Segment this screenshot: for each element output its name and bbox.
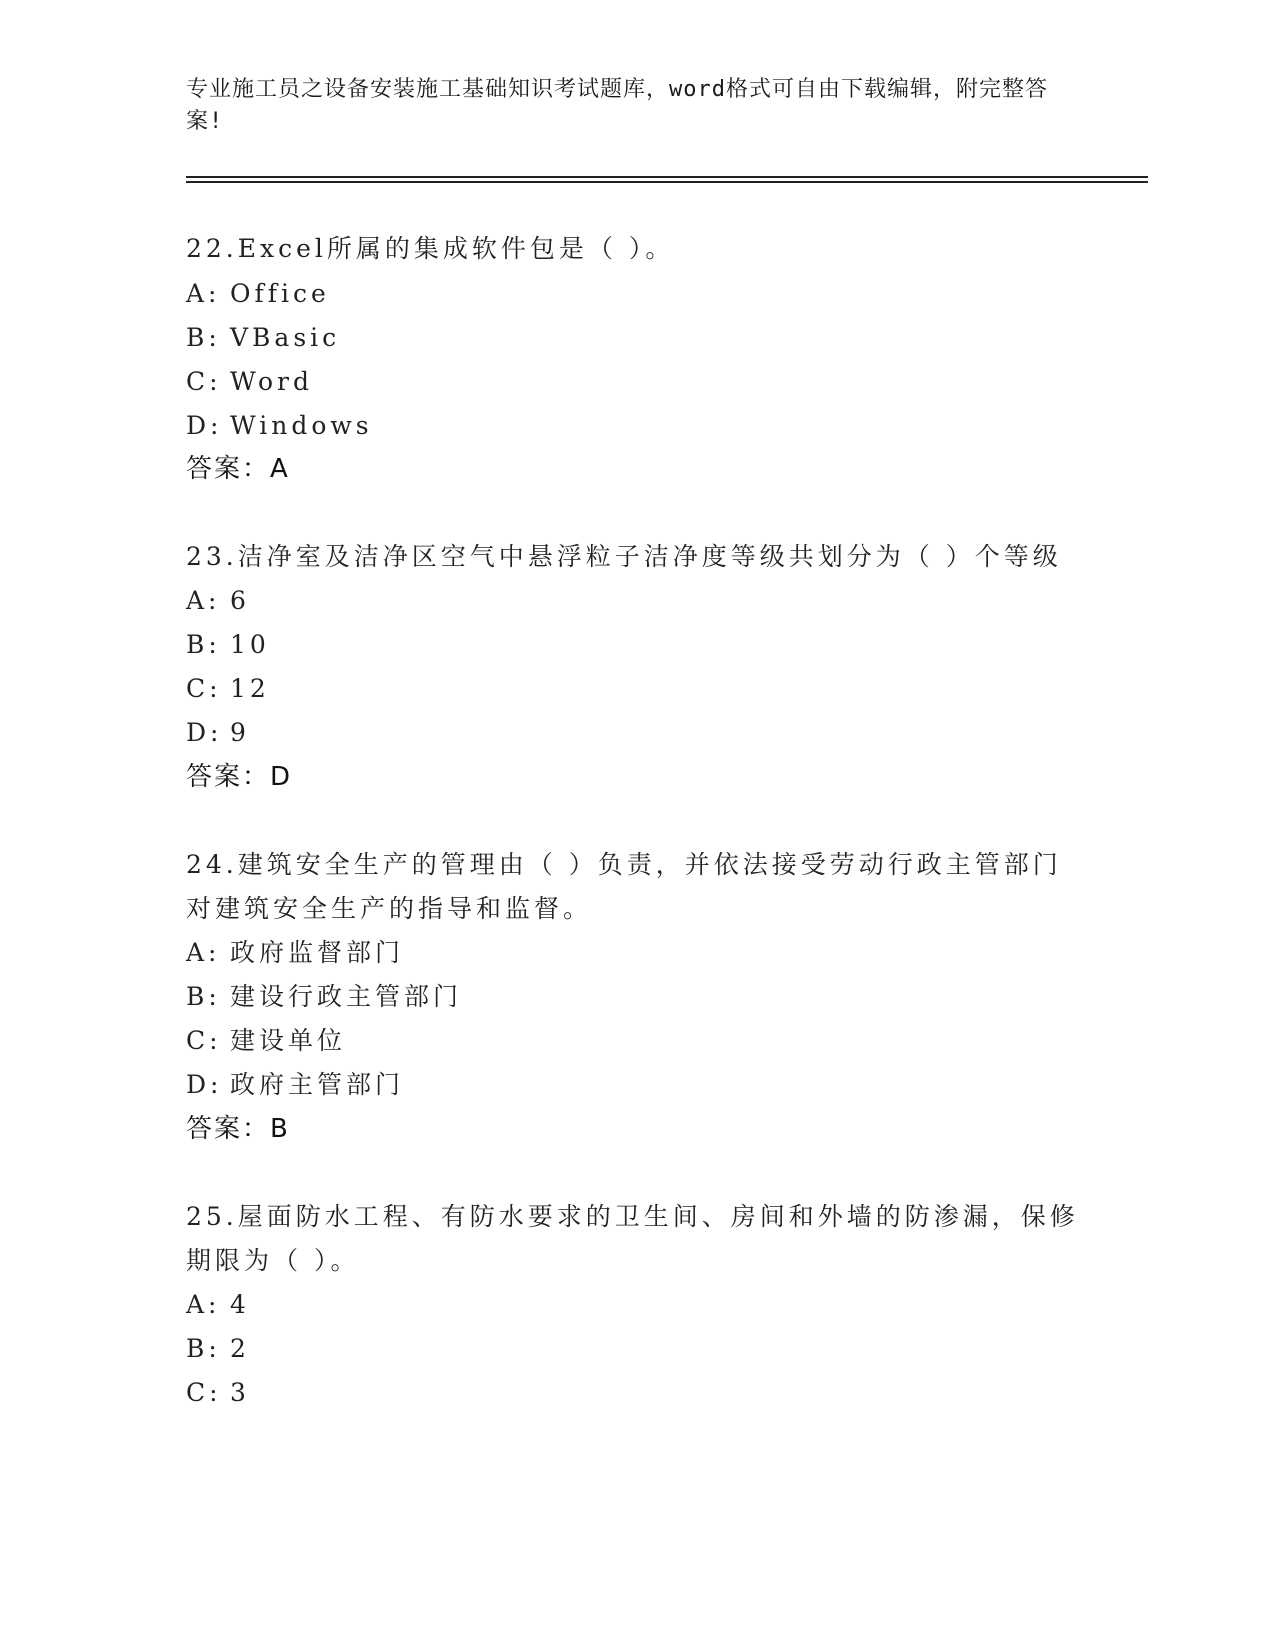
question-24-stem-line-2: 对建筑安全生产的指导和监督。 [186,894,593,923]
question-25-option-a: A: 4 [186,1290,250,1319]
question-23-option-a: A: 6 [186,586,250,615]
question-24-option-c: C: 建设单位 [186,1026,347,1055]
question-22-stem: 22.Excel所属的集成软件包是（ ）。 [186,234,675,263]
question-23-answer: 答案：D [186,762,293,792]
document-header: 专业施工员之设备安装施工基础知识考试题库，word格式可自由下载编辑，附完整答案! [186,77,1048,134]
question-25-option-b: B: 2 [186,1334,250,1363]
header-divider-bottom [186,181,1148,183]
question-23-stem: 23.洁净室及洁净区空气中悬浮粒子洁净度等级共划分为（ ）个等级 [186,542,1062,571]
question-24-answer: 答案：B [186,1114,290,1144]
question-25-option-c: C: 3 [186,1378,250,1407]
question-25-stem-line-2: 期限为（ ）。 [186,1246,360,1275]
header-divider-top [186,176,1148,178]
question-23-option-c: C: 12 [186,674,270,703]
question-22-option-c: C: Word [186,367,314,396]
question-22-option-a: A: Office [186,279,330,308]
question-23-option-d: D: 9 [186,718,250,747]
question-22-option-d: D: Windows [186,411,373,440]
question-22-option-b: B: VBasic [186,323,341,352]
question-22-answer: 答案：A [186,454,290,484]
question-24-option-a: A: 政府监督部门 [186,938,405,967]
question-24-option-d: D: 政府主管部门 [186,1070,405,1099]
question-25-stem-line-1: 25.屋面防水工程、有防水要求的卫生间、房间和外墙的防渗漏，保修 [186,1202,1079,1231]
question-24-stem-line-1: 24.建筑安全生产的管理由（ ）负责，并依法接受劳动行政主管部门 [186,850,1062,879]
question-24-option-b: B: 建设行政主管部门 [186,982,463,1011]
question-23-option-b: B: 10 [186,630,270,659]
